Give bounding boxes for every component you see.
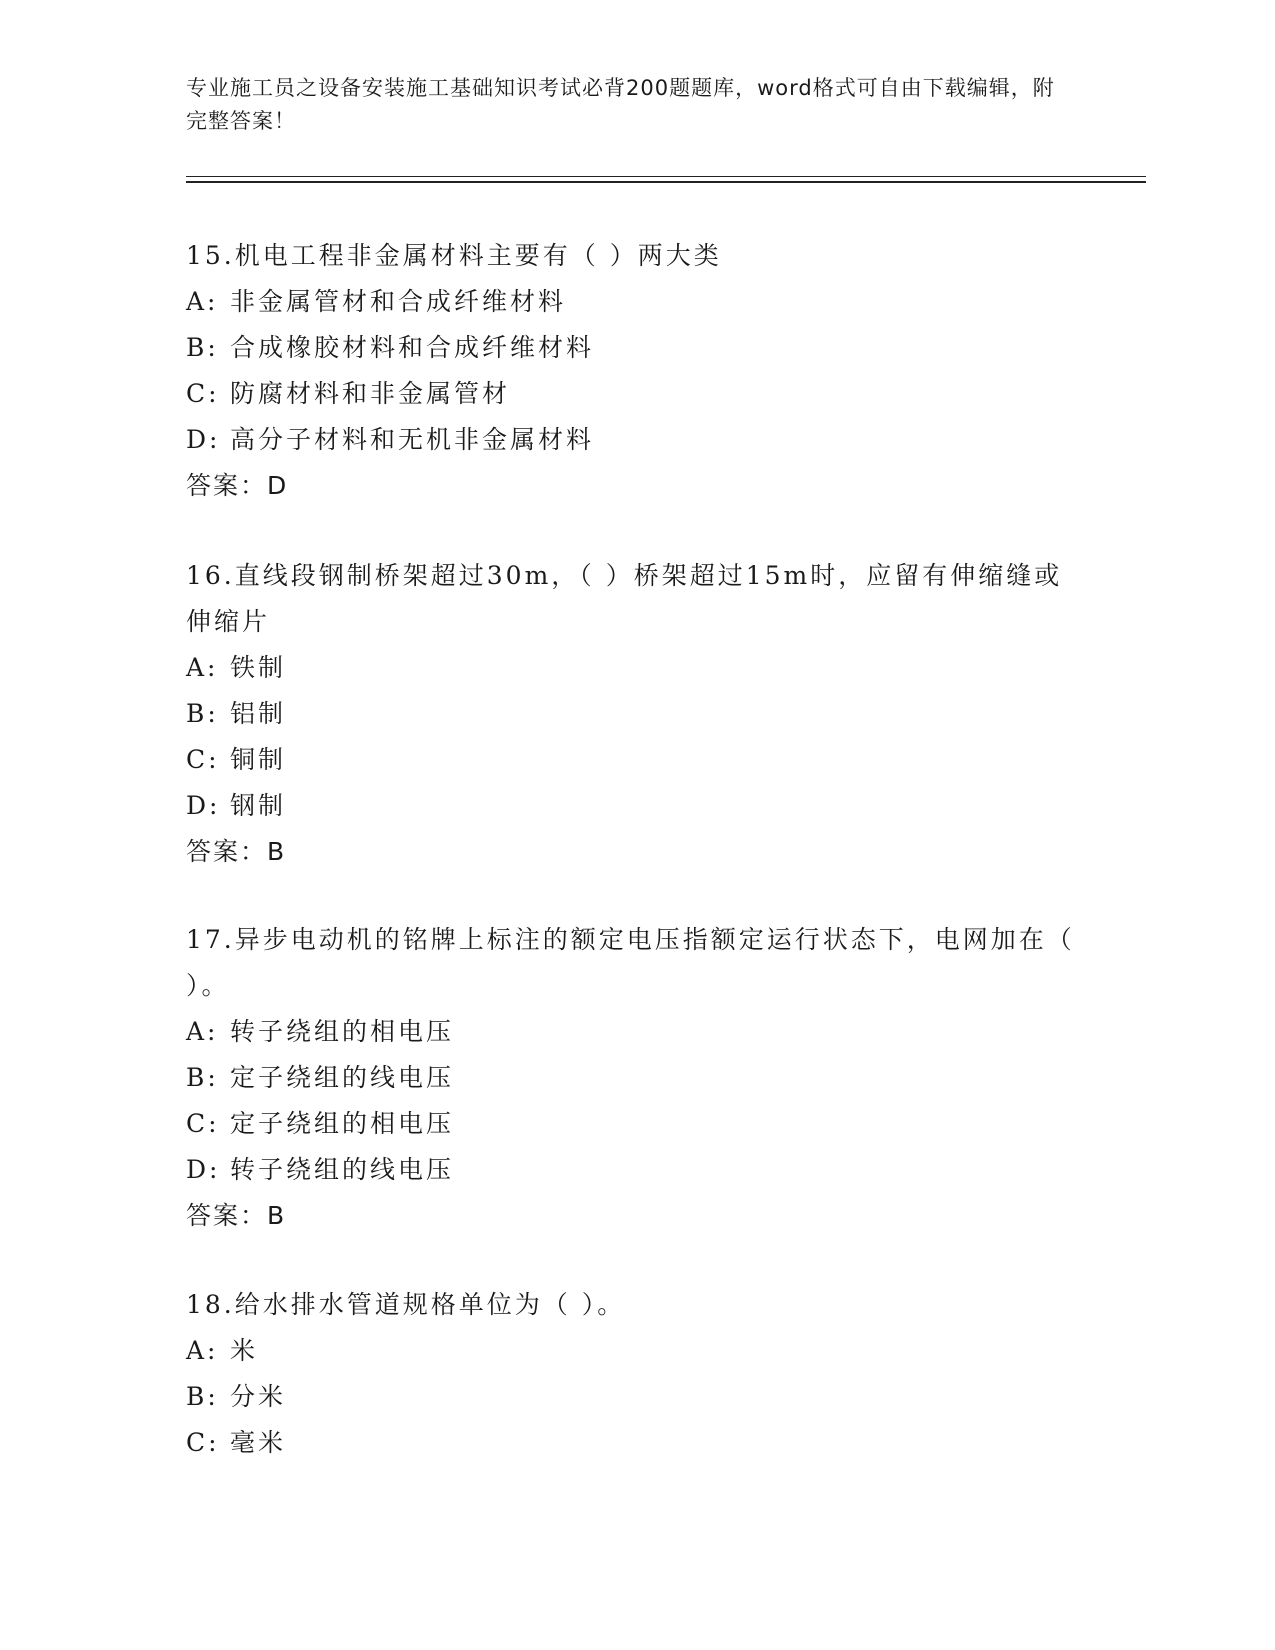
option-text: 高分子材料和无机非金属材料 [230,425,595,454]
option-text: 铁制 [230,653,287,682]
option-text: 定子绕组的相电压 [230,1109,455,1138]
option-letter: C: [186,745,220,774]
option-b [186,1374,1086,1420]
header-divider-double [186,181,1146,183]
option-c [186,1420,1086,1466]
question-stem: 15.机电工程非金属材料主要有（ ）两大类 [186,241,722,270]
option-a [186,1328,1086,1374]
option-letter: B: [186,1382,219,1411]
option-letter: A: [186,1017,219,1046]
option-text: 防腐材料和非金属管材 [230,379,511,408]
option-letter: C: [186,1109,220,1138]
option-a [186,279,1086,325]
option-letter: A: [186,287,219,316]
option-text: 铝制 [230,699,287,728]
option-b [186,691,1086,737]
option-letter: D: [186,425,221,454]
option-b [186,325,1086,371]
question-18 [186,1282,1086,1466]
option-letter: C: [186,379,220,408]
option-c [186,371,1086,417]
option-letter: D: [186,1155,221,1184]
option-d [186,417,1086,463]
answer-line: 答案：B [186,837,287,866]
option-letter: A: [186,653,219,682]
option-text: 铜制 [230,745,287,774]
option-letter: B: [186,333,219,362]
option-text: 合成橡胶材料和合成纤维材料 [230,333,595,362]
option-a [186,645,1086,691]
option-letter: D: [186,791,221,820]
answer-line: 答案：D [186,471,289,500]
option-d [186,783,1086,829]
option-c [186,737,1086,783]
option-letter: C: [186,1428,220,1457]
option-letter: B: [186,1063,219,1092]
option-text: 转子绕组的相电压 [230,1017,455,1046]
option-text: 分米 [230,1382,287,1411]
option-text: 定子绕组的线电压 [230,1063,455,1092]
option-text: 钢制 [230,791,287,820]
option-a [186,1009,1086,1055]
option-text: 毫米 [230,1428,287,1457]
question-17 [186,917,1086,1239]
question-16 [186,553,1086,875]
option-c [186,1101,1086,1147]
question-stem: 18.给水排水管道规格单位为（ ）。 [186,1290,626,1319]
option-letter: B: [186,699,219,728]
option-text: 转子绕组的线电压 [230,1155,455,1184]
option-text: 米 [230,1336,259,1365]
option-letter: A: [186,1336,219,1365]
question-15 [186,233,1086,509]
question-stem: 16.直线段钢制桥架超过30m，（ ）桥架超过15m时，应留有伸缩缝或伸缩片 [186,561,1063,636]
question-stem: 17.异步电动机的铭牌上标注的额定电压指额定运行状态下，电网加在（ ）。 [186,925,1075,1000]
header-divider [186,176,1146,177]
document-header: 专业施工员之设备安装施工基础知识考试必背200题题库，word格式可自由下载编辑，附完整答案！ [186,76,1055,133]
option-b [186,1055,1086,1101]
option-d [186,1147,1086,1193]
answer-line: 答案：B [186,1201,287,1230]
option-text: 非金属管材和合成纤维材料 [230,287,567,316]
